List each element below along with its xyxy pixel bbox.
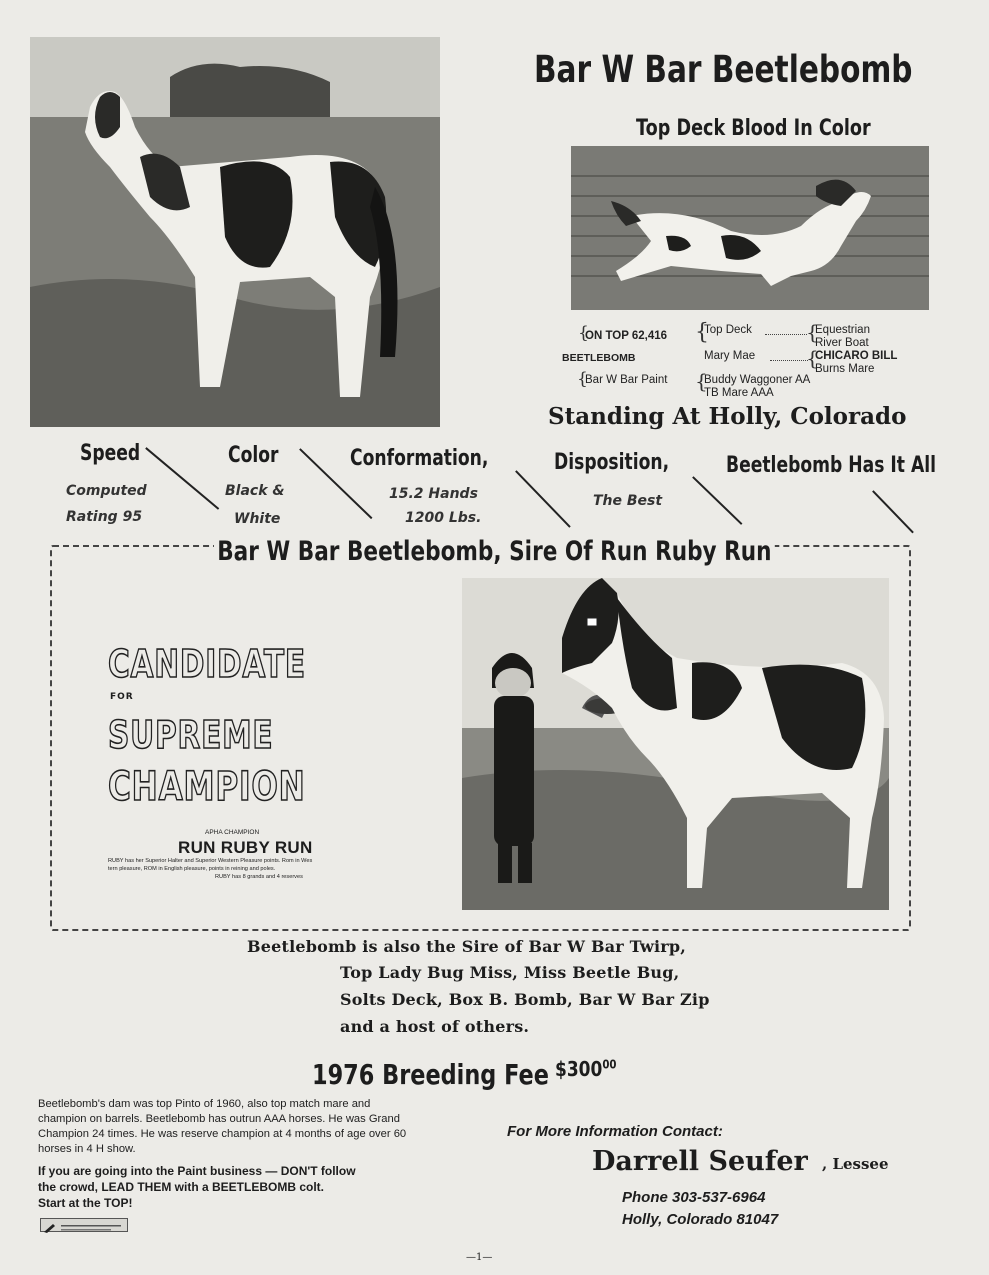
contact-heading: For More Information Contact: bbox=[507, 1123, 723, 1140]
run-ruby-run-name: RUN RUBY RUN bbox=[178, 838, 313, 857]
attr-disposition-value: The Best bbox=[593, 493, 663, 509]
divider-slash bbox=[515, 470, 570, 527]
champion-heading: CHAMPION bbox=[108, 764, 306, 810]
feature-title: Bar W Bar Beetlebomb, Sire Of Run Ruby Run bbox=[214, 536, 775, 567]
pedigree-sire: ON TOP 62,416 bbox=[585, 330, 668, 342]
page-number: —1— bbox=[466, 1252, 493, 1263]
ad-title: Bar W Bar Beetlebomb bbox=[534, 48, 913, 91]
contact-address: Holly, Colorado 81047 bbox=[622, 1211, 779, 1228]
offspring-line: Top Lady Bug Miss, Miss Beetle Bug, bbox=[340, 963, 680, 982]
pedigree-ss-dam: River Boat bbox=[815, 337, 869, 349]
divider-slash bbox=[692, 476, 742, 524]
fine-print-line: RUBY has her Superior Halter and Superior Western Pleasure points. Rom in Wes bbox=[108, 858, 313, 864]
attr-color-value-2: White bbox=[234, 511, 281, 527]
ad-subtitle: Top Deck Blood In Color bbox=[636, 116, 871, 141]
history-line: Champion 24 times. He was reserve champion at 4 months of age over 60 bbox=[38, 1128, 407, 1140]
supreme-heading: SUPREME bbox=[108, 713, 274, 757]
handler-with-horse-photo bbox=[462, 578, 889, 910]
fine-print-line: RUBY has 8 grands and 4 reserves bbox=[215, 874, 303, 880]
pedigree-sire-sire: Top Deck bbox=[704, 324, 752, 336]
attr-disposition-heading: Disposition, bbox=[554, 450, 670, 475]
breeding-fee-label: 1976 Breeding Fee bbox=[312, 1058, 549, 1091]
pedigree-sire-dam: Mary Mae bbox=[704, 350, 756, 362]
pedigree-horse: BEETLEBOMB bbox=[562, 352, 636, 364]
divider-slash bbox=[146, 447, 220, 509]
attr-conformation-value-2: 1200 Lbs. bbox=[405, 510, 482, 526]
contact-phone: Phone 303-537-6964 bbox=[622, 1189, 766, 1206]
offspring-line: Beetlebomb is also the Sire of Bar W Bar Twirp, bbox=[247, 937, 687, 956]
fine-print-line: tern pleasure, ROM in English pleasure, points in reining and poles. bbox=[108, 866, 276, 872]
pedigree-dam-dam: TB Mare AAA bbox=[704, 387, 774, 399]
attr-speed-heading: Speed bbox=[80, 441, 141, 466]
pedigree-sd-sire: CHICARO BILL bbox=[815, 350, 898, 362]
pedigree-sd-dam: Burns Mare bbox=[815, 363, 875, 375]
printer-mark-icon bbox=[40, 1218, 128, 1232]
history-line: champion on barrels. Beetlebomb has outrun AAA horses. He was Grand bbox=[38, 1113, 400, 1125]
slogan-line: Start at the TOP! bbox=[38, 1196, 133, 1210]
standing-location: Standing At Holly, Colorado bbox=[548, 403, 907, 430]
for-label: FOR bbox=[110, 692, 134, 702]
slogan-line: the crowd, LEAD THEM with a BEETLEBOMB colt. bbox=[38, 1180, 325, 1194]
offspring-line: Solts Deck, Box B. Bomb, Bar W Bar Zip bbox=[340, 990, 710, 1009]
attr-color-heading: Color bbox=[228, 443, 279, 468]
contact-name: Darrell Seufer bbox=[592, 1146, 808, 1177]
history-line: horses in 4 H show. bbox=[38, 1143, 136, 1155]
attr-all-heading: Beetlebomb Has It All bbox=[726, 453, 937, 478]
divider-slash bbox=[872, 490, 913, 533]
candidate-heading: CANDIDATE bbox=[108, 642, 306, 686]
pedigree-dam-sire: Buddy Waggoner AA bbox=[704, 374, 811, 386]
slogan-line: If you are going into the Paint business — DON'T follow bbox=[38, 1164, 356, 1178]
attr-conformation-heading: Conformation, bbox=[350, 446, 489, 471]
pedigree-ss-sire: Equestrian bbox=[815, 324, 870, 336]
attr-speed-value-1: Computed bbox=[66, 483, 147, 499]
contact-role: , Lessee bbox=[822, 1155, 889, 1173]
racing-photo bbox=[571, 146, 929, 310]
offspring-line: and a host of others. bbox=[340, 1017, 530, 1036]
breeding-fee-amount: $\$300^{00}$ bbox=[555, 1057, 617, 1081]
attr-conformation-value-1: 15.2 Hands bbox=[389, 486, 478, 502]
pedigree-dam: Bar W Bar Paint bbox=[585, 374, 668, 386]
attr-speed-value-2: Rating 95 bbox=[66, 509, 143, 525]
history-line: Beetlebomb's dam was top Pinto of 1960, also top match mare and bbox=[38, 1098, 371, 1110]
attr-color-value-1: Black & bbox=[225, 483, 285, 499]
stallion-standing-photo bbox=[30, 37, 440, 427]
apha-label: APHA CHAMPION bbox=[205, 829, 260, 836]
